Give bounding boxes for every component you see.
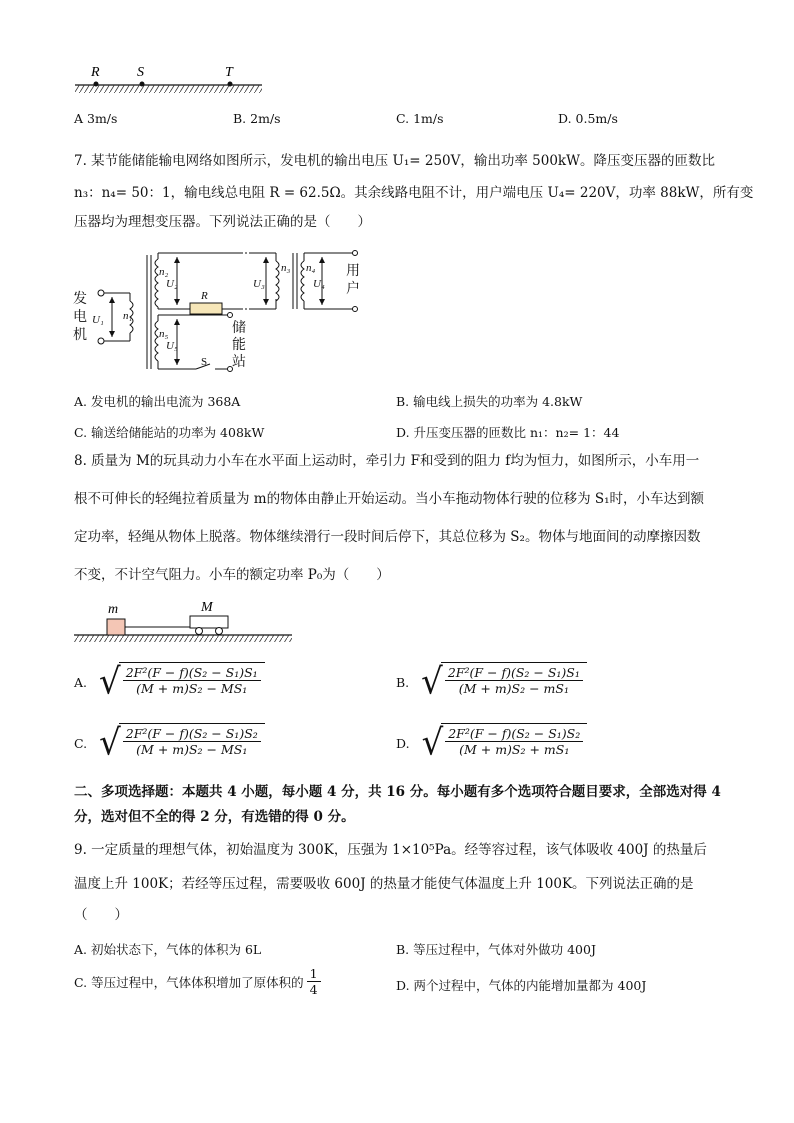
label-n1: n₁: [123, 310, 133, 322]
q7-stem-line2: n₃：n₄= 50：1，输电线总电阻 R = 62.5Ω。其余线路电阻不计，用户端电压 U₄= 220V，功率 88kW，所有变: [74, 185, 754, 201]
point-s: [140, 82, 145, 87]
label-n3: n₃: [281, 262, 291, 274]
q7-option-b: B. 输电线上损失的功率为 4.8kW: [396, 394, 583, 409]
section2-heading-line1: 二、多项选择题：本题共 4 小题，每小题 4 分，共 16 分。每小题有多个选项符合题目要求，全部选对得 4: [74, 784, 721, 800]
q9-stem-line3: （ ）: [74, 907, 128, 923]
q7-circuit-diagram: [70, 243, 370, 383]
q9-option-b: B. 等压过程中，气体对外做功 400J: [396, 942, 596, 957]
user-char-2: 户: [346, 282, 360, 297]
q7-option-c: C. 输送给储能站的功率为 408kW: [74, 425, 265, 440]
q6-track-figure: [70, 60, 270, 100]
q8-option-b: B. √ $\frac{\text{2F²(F − f)(S₂ − S₁)S₁}}{\text{(M + m)S₂ − mS₁}}$: [396, 662, 587, 702]
store-char-2: 能: [232, 338, 246, 353]
section2-heading-line2: 分，选对但不全的得 2 分，有选错的得 0 分。: [74, 809, 355, 825]
q7-option-a: A. 发电机的输出电流为 368A: [74, 394, 241, 409]
q7-stem-line3: 压器均为理想变压器。下列说法正确的是（ ）: [74, 214, 371, 230]
label-r: R: [91, 65, 100, 80]
point-r: [94, 82, 99, 87]
label-u5: U₅: [166, 340, 178, 352]
label-t: T: [225, 65, 233, 80]
q6-option-d: D. 0.5m/s: [558, 111, 618, 126]
q8-stem-line2: 根不可伸长的轻绳拉着质量为 m的物体由静止开始运动。当小车拖动物体行驶的位移为 S₁时，小车达到额: [74, 491, 705, 507]
store-char-3: 站: [232, 355, 246, 370]
label-u4: U₄: [313, 278, 325, 290]
q8-stem-line1: 8. 质量为 M的玩具动力小车在水平面上运动时，牵引力 F和受到的阻力 f均为恒力，如图所示，小车用一: [74, 453, 700, 469]
q8-cart-figure: [72, 598, 296, 646]
label-M: M: [201, 600, 213, 615]
q6-option-a: A 3m/s: [74, 111, 118, 126]
q8-option-c: C. √ $\frac{\text{2F²(F − f)(S₂ − S₁)S₂}}{\text{(M + m)S₂ − MS₁}}$: [74, 723, 265, 763]
q7-stem-line1: 7. 某节能储能输电网络如图所示，发电机的输出电压 U₁= 250V，输出功率 500kW。降压变压器的匝数比: [74, 153, 715, 169]
block-m: [107, 619, 125, 635]
q9-option-a: A. 初始状态下，气体的体积为 6L: [74, 942, 262, 957]
q6-option-c: C. 1m/s: [396, 111, 444, 126]
q6-option-b: B. 2m/s: [233, 111, 281, 126]
label-n2: n₂: [159, 266, 169, 278]
user-char-1: 用: [346, 264, 360, 279]
label-s: S: [137, 65, 144, 80]
gen-char-3: 机: [73, 328, 87, 343]
gen-char-2: 电: [73, 310, 87, 325]
label-s: S: [201, 356, 208, 368]
q9-option-c: C. 等压过程中，气体体积增加了原体积的 $\frac{1}{4}$: [74, 966, 321, 997]
q7-option-d: D. 升压变压器的匝数比 n₁：n₂= 1：44: [396, 425, 620, 440]
q9-option-d: D. 两个过程中，气体的内能增加量都为 400J: [396, 978, 647, 993]
q8-stem-line3: 定功率，轻绳从物体上脱落。物体继续滑行一段时间后停下，其总位移为 S₂。物体与地面间的动摩擦因数: [74, 529, 701, 545]
label-r: R: [201, 290, 208, 302]
store-char-1: 储: [232, 321, 246, 336]
point-t: [228, 82, 233, 87]
label-u1: U₁: [92, 314, 104, 326]
gen-char-1: 发: [73, 292, 87, 307]
label-u2: U₂: [166, 278, 178, 290]
q8-option-a: A. √ $\frac{\text{2F²(F − f)(S₂ − S₁)S₁}}{\text{(M + m)S₂ − MS₁}}$: [74, 662, 265, 702]
label-n5: n₅: [159, 328, 169, 340]
q9-stem-line1: 9. 一定质量的理想气体，初始温度为 300K，压强为 1×10⁵Pa。经等容过程，该气体吸收 400J 的热量后: [74, 842, 707, 858]
q8-stem-line4: 不变，不计空气阻力。小车的额定功率 P₀为（ ）: [74, 567, 390, 583]
cart-M: [190, 616, 228, 628]
label-m: m: [108, 602, 119, 617]
q9-stem-line2: 温度上升 100K；若经等压过程，需要吸收 600J 的热量才能使气体温度上升 100K。下列说法正确的是: [74, 876, 694, 892]
q8-option-d: D. √ $\frac{\text{2F²(F − f)(S₂ − S₁)S₂}}{\text{(M + m)S₂ + mS₁}}$: [396, 723, 587, 763]
label-n4: n₄: [306, 262, 316, 274]
label-u3: U₃: [253, 278, 265, 290]
